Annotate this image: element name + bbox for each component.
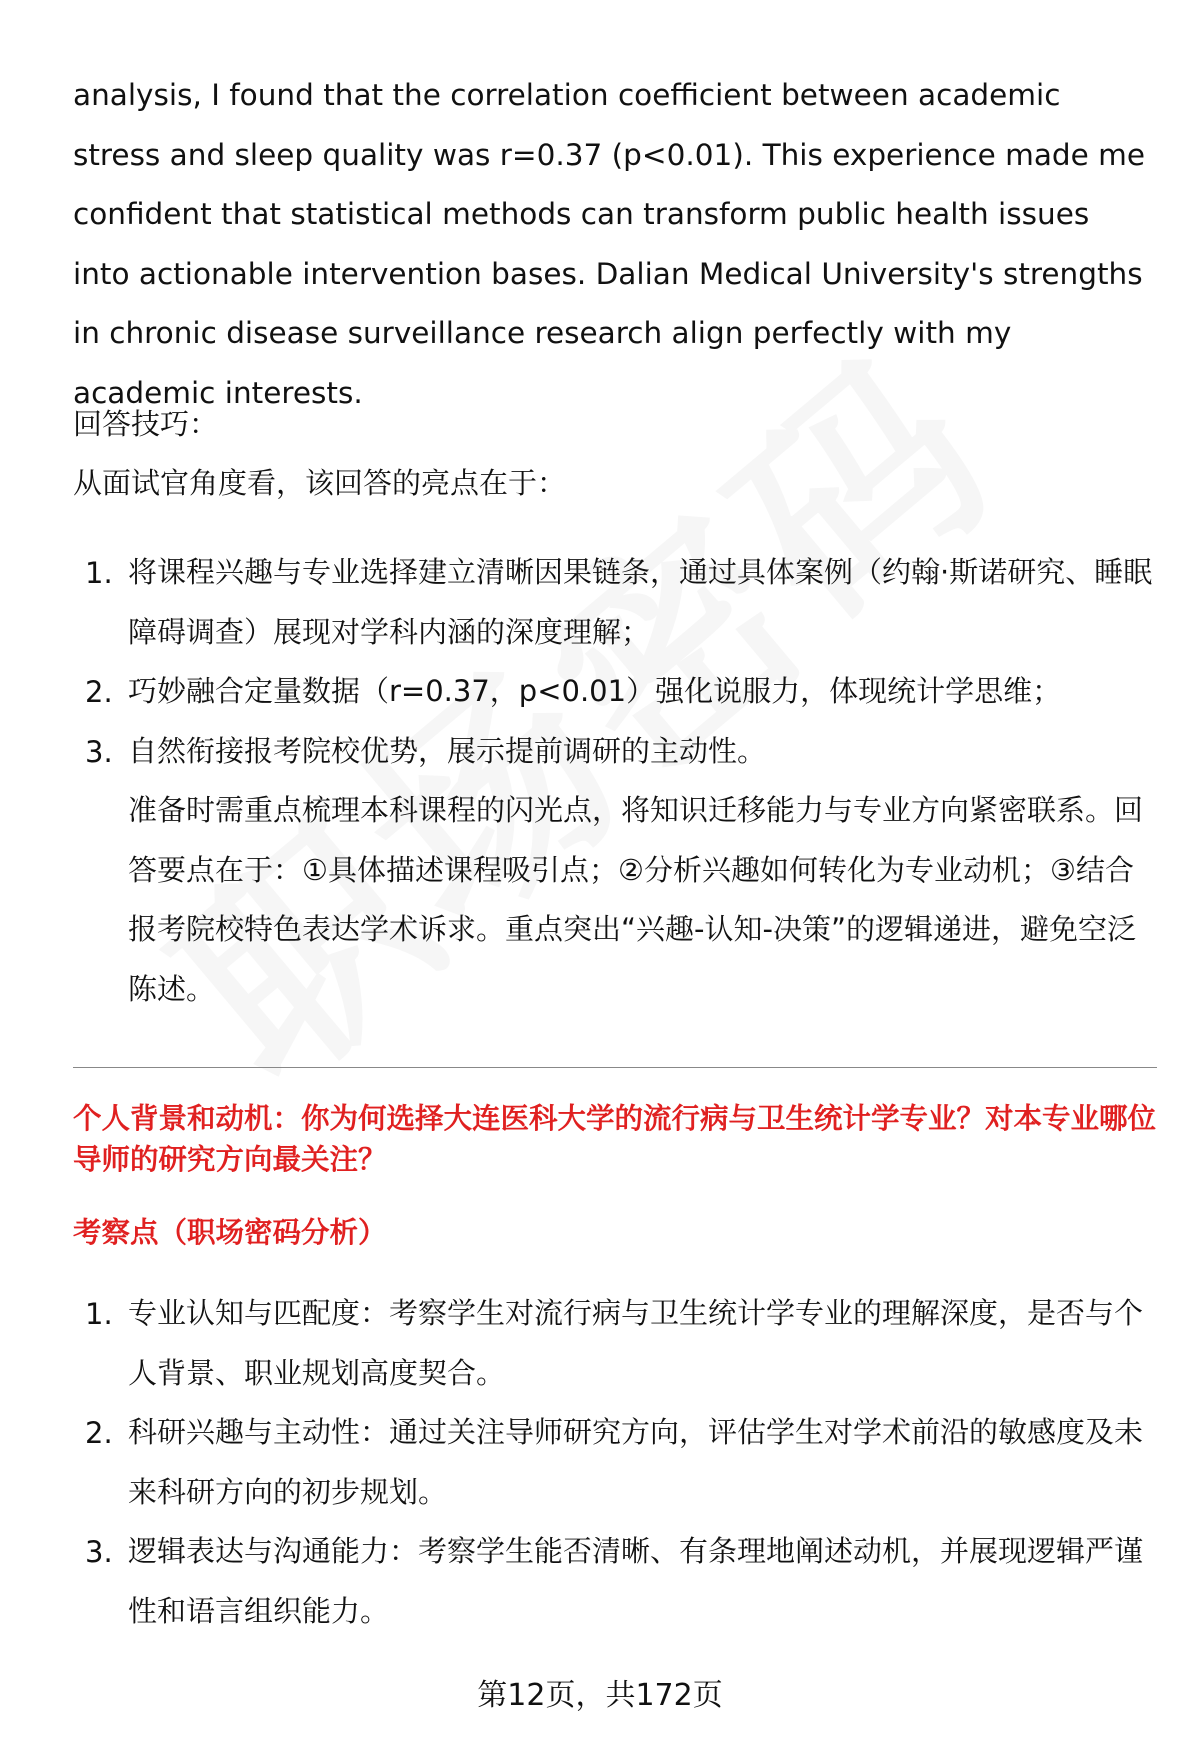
list-number: 2. [85, 1416, 113, 1450]
list-number: 2. [85, 675, 113, 709]
list-number: 1. [85, 556, 113, 590]
list-number: 1. [85, 1297, 113, 1331]
tips-intro: 从面试官角度看，该回答的亮点在于： [73, 466, 567, 500]
assessment-title: 考察点（职场密码分析） [73, 1216, 387, 1249]
section-divider [73, 1067, 1157, 1068]
list-number: 3. [85, 735, 113, 769]
prep-advice: 准备时需重点梳理本科课程的闪光点，将知识迁移能力与专业方向紧密联系。回答要点在于：①具体描述课程吸引点；②分析兴趣如何转化为专业动机；③结合报考院校特色表达学术诉求。重点突出“兴趣-认知-决策”的逻辑递进，避免空泛陈述。 [128, 793, 1144, 1006]
list-item: 专业认知与匹配度：考察学生对流行病与卫生统计学专业的理解深度，是否与个人背景、职业规划高度契合。 [128, 1296, 1144, 1390]
list-item: 将课程兴趣与专业选择建立清晰因果链条，通过具体案例（约翰·斯诺研究、睡眠障碍调查）展现对学科内涵的深度理解； [128, 555, 1153, 649]
intro-paragraph: analysis, I found that the correlation coefficient between academic stress and sleep quality was r=0.37 (p<0.01). This experience made me confident that statistical methods can transform public health issues into actionable intervention bases. Dalian Medical University's strengths in chronic disease surveillance research align perfectly with my academic interests. [73, 78, 1146, 410]
list-item: 逻辑表达与沟通能力：考察学生能否清晰、有条理地阐述动机，并展现逻辑严谨性和语言组织能力。 [128, 1534, 1144, 1628]
question-title: 个人背景和动机：你为何选择大连医科大学的流行病与卫生统计学专业？对本专业哪位导师的研究方向最关注？ [73, 1102, 1157, 1176]
list-number: 3. [85, 1535, 113, 1569]
list-item: 巧妙融合定量数据（r=0.37，p<0.01）强化说服力，体现统计学思维； [128, 674, 1062, 708]
page-footer: 第12页，共172页 [477, 1678, 723, 1713]
list-item: 科研兴趣与主动性：通过关注导师研究方向，评估学生对学术前沿的敏感度及未来科研方向的初步规划。 [128, 1415, 1144, 1509]
tips-label: 回答技巧： [73, 407, 219, 441]
list-item: 自然衔接报考院校优势，展示提前调研的主动性。 [128, 734, 767, 768]
